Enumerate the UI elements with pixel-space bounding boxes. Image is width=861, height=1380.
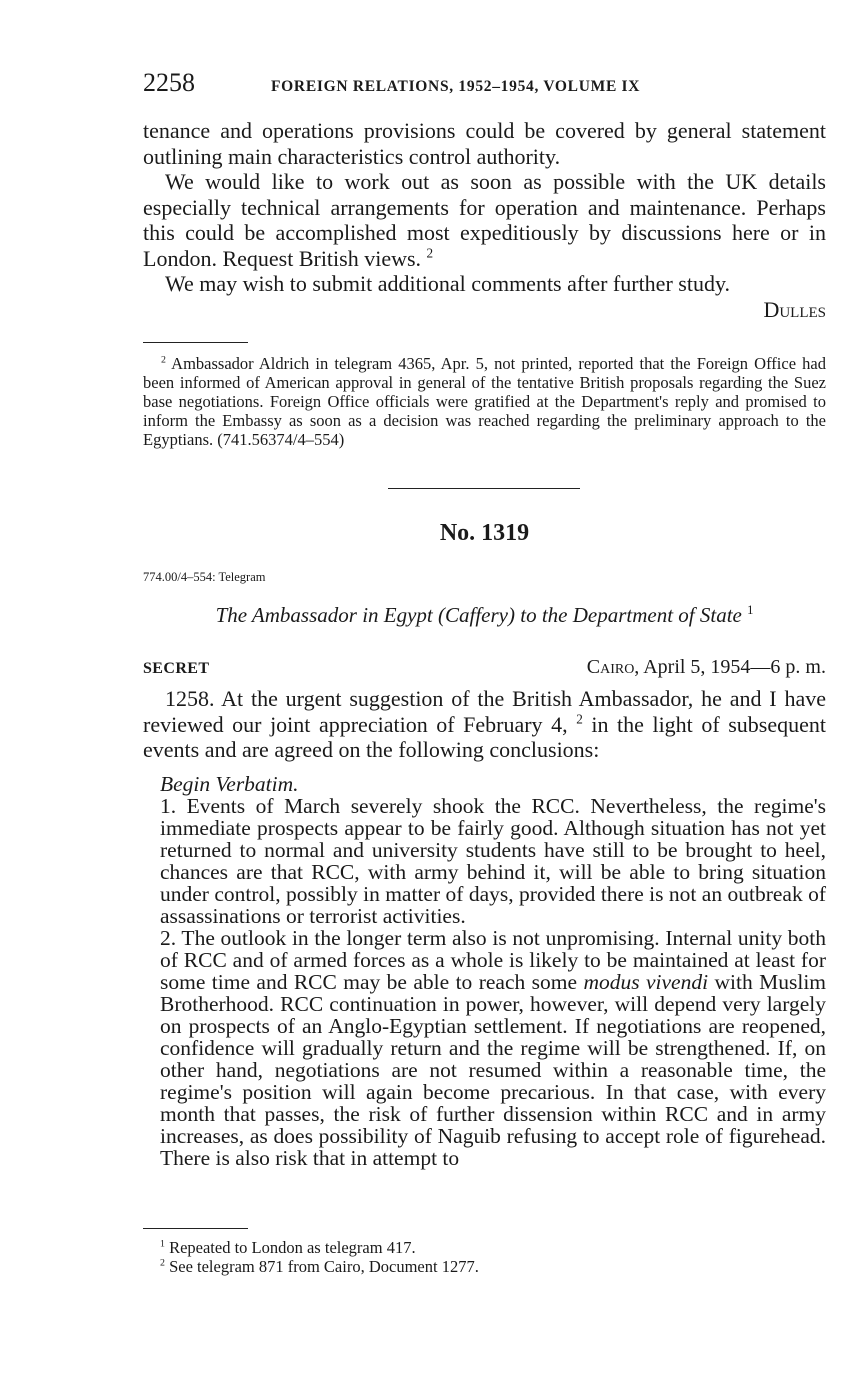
document-title: The Ambassador in Egypt (Caffery) to the Department of State $^1$ bbox=[215, 603, 754, 627]
footnote-2: $^2$ See telegram 871 from Cairo, Document 1277. bbox=[160, 1257, 479, 1276]
begin-verbatim: Begin Verbatim. bbox=[160, 772, 299, 796]
paragraph-additional-comments: We may wish to submit additional comments after further study. bbox=[165, 271, 731, 296]
signature: Dulles bbox=[763, 296, 826, 322]
footnote-marker: 2 bbox=[161, 354, 166, 366]
telegram-opening: 1258. At the urgent suggestion of the British Ambassador, he and I have reviewed our joint appreciation of February 4, $^2$ in the light of subsequent events and are agreed on the following conclusions: bbox=[143, 686, 827, 762]
footnote-rule bbox=[143, 342, 248, 343]
telegram-body bbox=[160, 773, 826, 1169]
running-head: FOREIGN RELATIONS, 1952–1954, VOLUME IX bbox=[271, 78, 641, 95]
page-header bbox=[143, 68, 833, 104]
footnote-ref: 1 bbox=[747, 603, 754, 617]
dateline bbox=[587, 656, 826, 679]
point-1: 1. Events of March severely shook the RCC. Nevertheless, the regime's immediate prospects appear to be fairly good. Although situation has not yet returned to normal and university students have still to be brought to heel, chances are that RCC, with army behind it, will be able to bring situation under control, possibly in matter of days, provided there is not an outbreak of assassinations or terrorist activities. bbox=[160, 794, 826, 928]
place: Cairo, bbox=[586, 656, 640, 678]
document-number: No. 1319 bbox=[439, 520, 530, 546]
continuation-text bbox=[143, 118, 826, 322]
file-reference: 774.00/4–554: Telegram bbox=[143, 570, 266, 584]
italic-phrase: modus vivendi bbox=[583, 970, 709, 994]
continuation-paragraph: tenance and operations provisions could be covered by general statement outlining main characteristics control authority. bbox=[143, 118, 826, 169]
classification-line bbox=[143, 656, 826, 679]
point-2: 2. The outlook in the longer term also is not unpromising. Internal unity both of RCC and of armed forces as a whole is likely to be maintained at least for some time and RCC may be able to reach some modus vivendi with Muslim Brotherhood. RCC continuation in power, however, will depend very largely on prospects of an Anglo-Egyptian settlement. If negotiations are reopened, confidence will gradually return and the regime will be strengthened. If, on other hand, negotiations are not resumed within a reasonable time, the regime's position will again become precarious. In that case, with every month that passes, the risk of further dissension within RCC and in army increases, as does possibility of Naguib refusing to accept role of figurehead. There is also risk that in attempt to bbox=[160, 926, 827, 1170]
page-number: 2258 bbox=[143, 68, 195, 97]
footnote-ref: 2 bbox=[426, 245, 434, 261]
footnote-ref: 2 bbox=[576, 711, 583, 727]
section-divider bbox=[388, 488, 580, 489]
paragraph-uk-details: We would like to work out as soon as possible with the UK details especially technical arrangements for operation and maintenance. Perhaps this could be accomplished most expeditiously by discussions here or in London. Request British views. $^2$ bbox=[143, 169, 826, 271]
footnote-text: Ambassador Aldrich in telegram 4365, Apr. 5, not printed, reported that the Foreign Office had been informed of American approval in general of the tentative British proposals regarding the Suez base negotiations. Foreign Office officials were gratified at the Department's reply and promised to inform the Embassy as soon as a decision was reached regarding the preliminary approach to the Egyptians. (741.56374/4–554) bbox=[143, 354, 826, 449]
footnote-1: $^1$ Repeated to London as telegram 417. bbox=[160, 1238, 416, 1257]
footnote-2-top bbox=[143, 354, 826, 449]
classification: SECRET bbox=[143, 660, 210, 677]
date: April 5, 1954—6 p. m. bbox=[643, 656, 826, 678]
footnote-rule bbox=[143, 1228, 248, 1229]
footnotes-bottom bbox=[160, 1238, 826, 1276]
